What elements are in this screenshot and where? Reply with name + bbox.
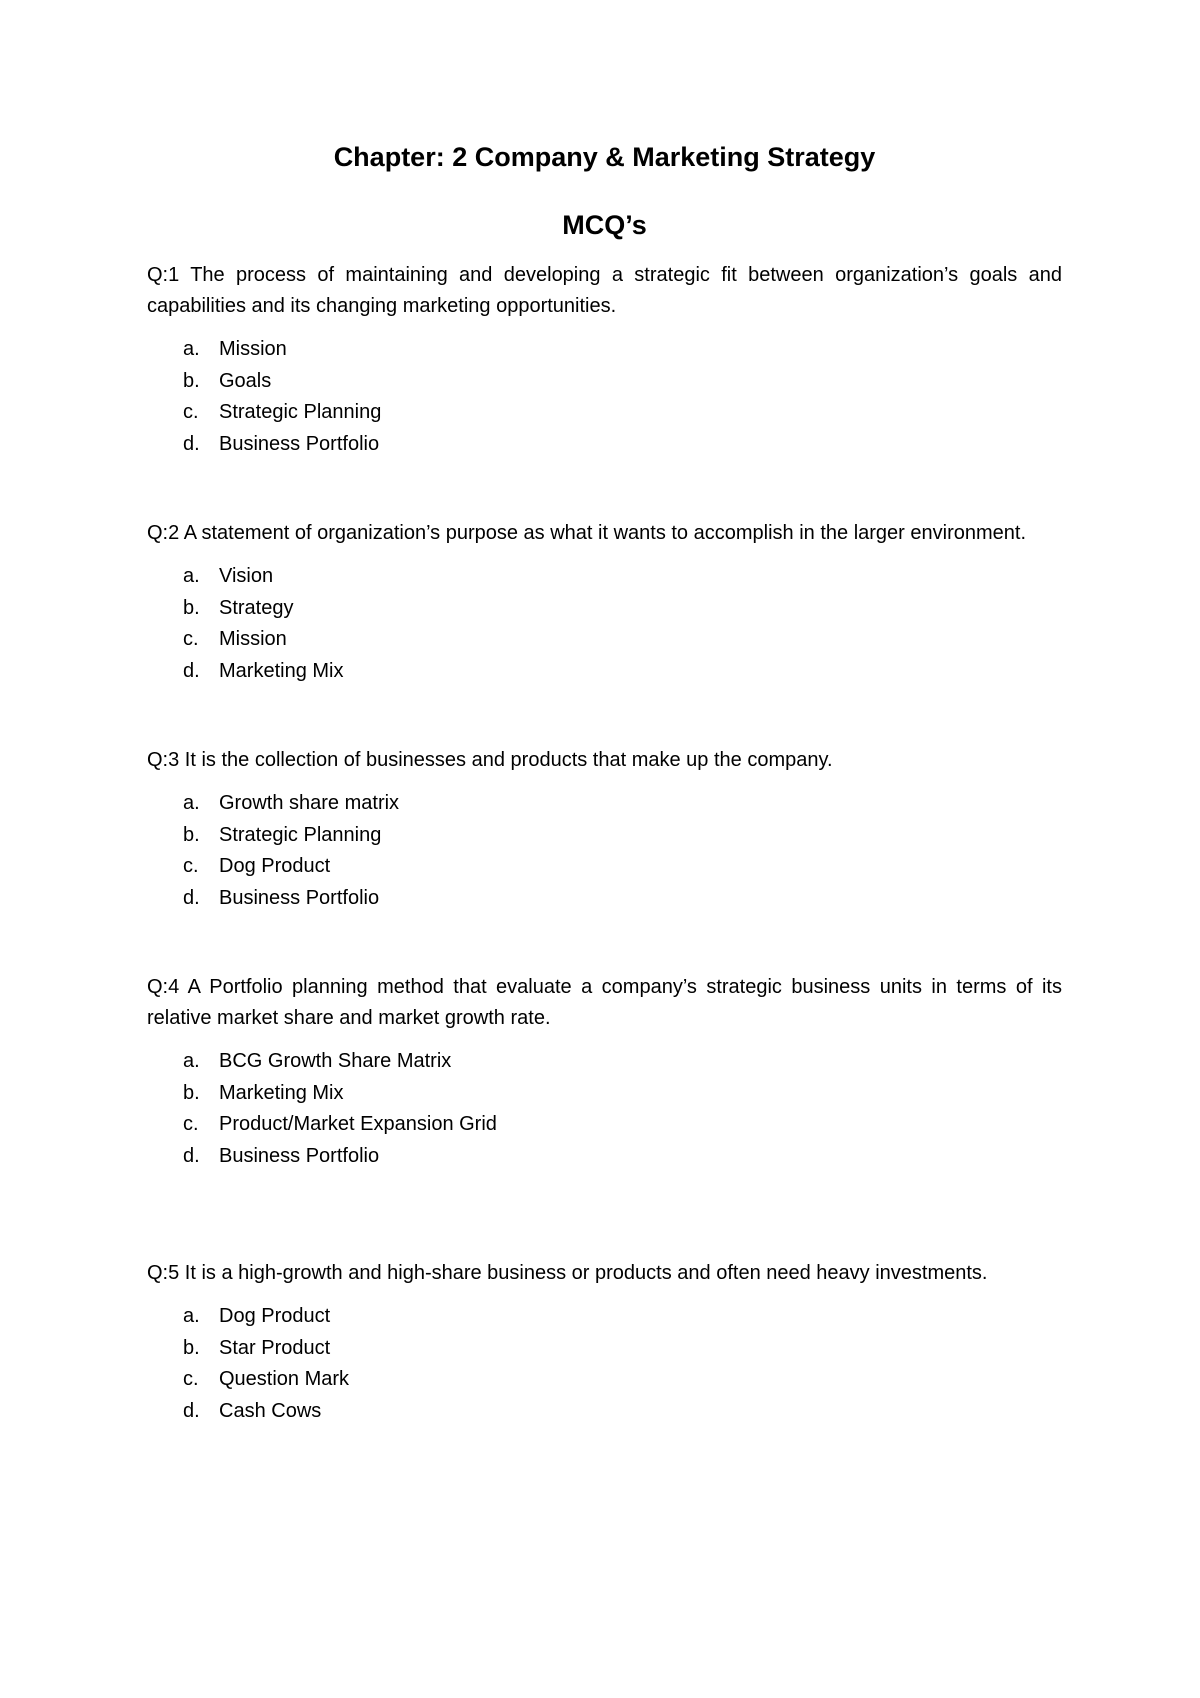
option-letter: c. <box>183 1113 199 1135</box>
option-text: Marketing Mix <box>219 1081 344 1104</box>
spacer <box>147 687 1062 745</box>
option-text: Question Mark <box>219 1368 350 1390</box>
option-letter: d. <box>183 432 200 455</box>
question-3 <box>147 745 1062 914</box>
option-item <box>147 1301 1062 1333</box>
option-text: Strategic Planning <box>219 823 382 846</box>
option-text: BCG Growth Share Matrix <box>219 1050 452 1072</box>
option-item <box>147 1364 1062 1396</box>
question-text: Q:2 A statement of organization’s purpose as what it wants to accomplish in the larger environment. <box>147 522 1026 544</box>
option-item <box>147 656 1062 688</box>
option-letter: b. <box>183 596 200 619</box>
option-text: Business Portfolio <box>219 1144 380 1167</box>
option-letter: c. <box>183 1368 199 1390</box>
option-text: Business Portfolio <box>219 432 380 455</box>
option-text: Growth share matrix <box>219 792 400 814</box>
question-4 <box>147 972 1062 1172</box>
option-item <box>147 1109 1062 1141</box>
option-letter: a. <box>183 338 200 360</box>
option-letter: a. <box>183 565 200 587</box>
option-letter: d. <box>183 659 200 682</box>
spacer <box>147 460 1062 518</box>
option-list <box>147 334 1062 460</box>
option-item <box>147 1141 1062 1173</box>
option-text: Star Product <box>219 1336 331 1359</box>
option-letter: d. <box>183 886 200 909</box>
spacer <box>147 1172 1062 1258</box>
option-text: Strategic Planning <box>219 401 382 423</box>
question-1 <box>147 260 1062 460</box>
option-text: Cash Cows <box>219 1399 322 1422</box>
option-item <box>147 429 1062 461</box>
chapter-title: Chapter: 2 Company & Marketing Strategy <box>333 142 876 172</box>
question-text: Q:3 It is the collection of businesses and products that make up the company. <box>147 749 833 771</box>
option-item <box>147 820 1062 852</box>
question-text: Q:4 A Portfolio planning method that evaluate a company’s strategic business units in terms of its relative market share and market growth rate. <box>147 976 1062 1029</box>
option-item <box>147 561 1062 593</box>
option-item <box>147 851 1062 883</box>
option-letter: c. <box>183 855 199 877</box>
option-item <box>147 1396 1062 1428</box>
option-text: Mission <box>219 338 287 360</box>
option-letter: c. <box>183 628 199 650</box>
document-page <box>147 140 1062 1427</box>
option-letter: d. <box>183 1399 200 1422</box>
option-letter: b. <box>183 823 200 846</box>
option-text: Mission <box>219 628 287 650</box>
option-letter: a. <box>183 792 200 814</box>
option-item <box>147 366 1062 398</box>
option-item <box>147 1333 1062 1365</box>
option-item <box>147 1046 1062 1078</box>
option-item <box>147 397 1062 429</box>
question-text: Q:1 The process of maintaining and developing a strategic fit between organization’s goals and capabilities and its changing marketing opportunities. <box>147 264 1062 317</box>
question-text: Q:5 It is a high-growth and high-share business or products and often need heavy investments. <box>147 1262 988 1284</box>
option-item <box>147 593 1062 625</box>
option-text: Marketing Mix <box>219 659 344 682</box>
spacer <box>147 914 1062 972</box>
option-letter: b. <box>183 1336 200 1359</box>
option-list <box>147 1046 1062 1172</box>
option-letter: b. <box>183 369 200 392</box>
option-letter: c. <box>183 401 199 423</box>
option-text: Business Portfolio <box>219 886 380 909</box>
option-text: Product/Market Expansion Grid <box>219 1113 497 1135</box>
option-item <box>147 334 1062 366</box>
option-text: Dog Product <box>219 855 331 877</box>
option-list <box>147 788 1062 914</box>
option-letter: a. <box>183 1305 200 1327</box>
option-text: Vision <box>219 565 274 587</box>
option-text: Dog Product <box>219 1305 331 1327</box>
option-item <box>147 788 1062 820</box>
option-item <box>147 883 1062 915</box>
option-item <box>147 1078 1062 1110</box>
question-5 <box>147 1258 1062 1427</box>
option-item <box>147 624 1062 656</box>
option-text: Goals <box>219 369 272 392</box>
option-letter: b. <box>183 1081 200 1104</box>
option-list <box>147 561 1062 687</box>
option-text: Strategy <box>219 596 294 619</box>
option-list <box>147 1301 1062 1427</box>
option-letter: a. <box>183 1050 200 1072</box>
mcq-heading: MCQ’s <box>562 210 647 240</box>
option-letter: d. <box>183 1144 200 1167</box>
question-2 <box>147 518 1062 687</box>
